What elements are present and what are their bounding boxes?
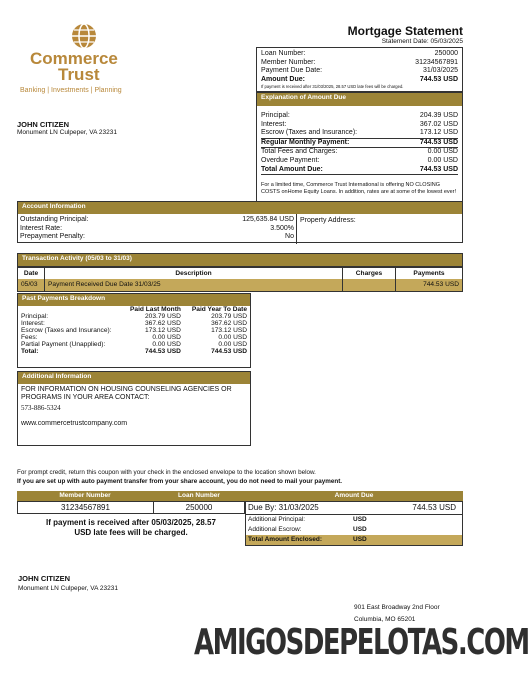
list-item: Total Fees and Charges: 0.00 USD <box>261 148 458 156</box>
counseling-text: FOR INFORMATION ON HOUSING COUNSELING AGENCIES OR PROGRAMS IN YOUR AREA CONTACT: <box>21 386 232 401</box>
amount-due-row: Amount Due: 744.53 USD <box>261 75 458 83</box>
list-item: Overdue Payment: 0.00 USD <box>261 156 458 164</box>
additional-info-header: Additional Information <box>18 372 250 384</box>
col-description: Description <box>45 268 343 279</box>
transactions-table <box>17 267 463 292</box>
transactions-box <box>17 253 463 292</box>
list-item: Interest: 367.02 USD <box>261 120 458 128</box>
total-enclosed-label: Total Amount Enclosed: <box>248 536 323 543</box>
borrower-address: Monument LN Culpeper, VA 23231 <box>17 129 117 136</box>
col-date: Date <box>18 268 45 279</box>
brand-logo <box>20 22 150 97</box>
counseling-phone: 573-886-5324 <box>21 404 61 412</box>
list-item: Loan Number: 250000 <box>261 50 458 57</box>
statement-title: Mortgage Statement <box>347 24 463 38</box>
additional-principal-field[interactable]: USD <box>353 516 367 523</box>
statement-date: Statement Date: 05/03/2025 <box>381 38 463 45</box>
col-payments: Payments <box>413 269 445 277</box>
table-row: Partial Payment (Unapplied): 0.00 USD 0.00 USD <box>21 341 247 348</box>
brand-name-line2: Trust <box>58 65 100 84</box>
past-payments-header: Past Payments Breakdown <box>18 294 250 306</box>
loan-number-label: Loan Number <box>178 492 220 499</box>
account-info-box <box>17 201 463 243</box>
table-row: Fees: 0.00 USD 0.00 USD <box>21 334 247 341</box>
brand-tagline: Banking | Investments | Planning <box>20 87 122 94</box>
additional-escrow-label: Additional Escrow: <box>248 526 302 533</box>
mailing-address: Monument LN Culpeper, VA 23231 <box>18 585 118 592</box>
explanation-header: Explanation of Amount Due <box>257 93 462 106</box>
due-by: Due By: 31/03/2025 <box>248 503 319 512</box>
total-amount-due-row: Total Amount Due: 744.53 USD <box>261 166 458 176</box>
amount-due-label: Amount Due <box>334 492 374 499</box>
transactions-header: Transaction Activity (05/03 to 31/03) <box>17 253 463 267</box>
website-link[interactable]: www.commercetrustcompany.com <box>21 420 128 427</box>
list-item: Outstanding Principal: 125,635.84 USD <box>20 216 294 223</box>
remit-line2: Columbia, MO 65201 <box>354 616 416 623</box>
list-item: Interest Rate: 3.500% <box>20 224 294 232</box>
list-item: Prepayment Penalty: No <box>20 233 294 241</box>
watermark: AMIGOSDEPELOTAS.COM <box>194 622 529 663</box>
brand-name-line1: Commerce <box>30 49 118 68</box>
late-fee-note: If payment is received after 31/03/2025, 28.57 USD late fees will be charged. <box>261 84 404 90</box>
list-item: Escrow (Taxes and Insurance): 173.12 USD <box>261 129 458 139</box>
explanation-box <box>256 92 463 202</box>
promo-text: For a limited time, Commerce Trust International is offering NO CLOSING COSTS onHome Equity Loans. In addition, rates are at some of the lowest ever! <box>261 182 457 196</box>
additional-info-box <box>17 371 251 446</box>
list-item: Payment Due Date: 31/03/2025 <box>261 67 458 75</box>
col-charges: Charges <box>343 268 396 279</box>
globe-icon <box>70 22 98 50</box>
due-amount: 744.53 USD <box>412 503 456 512</box>
mailing-name: JOHN CITIZEN <box>18 574 71 583</box>
table-row: Principal: 203.79 USD 203.79 USD <box>21 313 247 320</box>
payment-coupon <box>17 491 463 547</box>
account-summary-box <box>256 47 463 92</box>
borrower-name: JOHN CITIZEN <box>17 120 70 129</box>
coupon-instruction: For prompt credit, return this coupon with your check in the enclosed envelope to the location shown below. <box>17 469 316 476</box>
remit-line1: 901 East Broadway 2nd Floor <box>354 604 440 611</box>
list-item: Principal: 204.39 USD <box>261 112 458 119</box>
regular-payment-row: Regular Monthly Payment: 744.53 USD <box>261 139 458 149</box>
additional-principal-label: Additional Principal: <box>248 516 306 523</box>
member-number-label: Member Number <box>59 492 111 499</box>
table-row: Escrow (Taxes and Insurance): 173.12 USD 173.12 USD <box>21 327 247 334</box>
past-payments-table: Paid Last Month Paid Year To Date Principal: 203.79 USD 203.79 USD Interest: 367.62 USD 367.62 USD Escrow (Taxes and Insurance): 173.12 USD 173.12 USD Fees: 0.00 USD 0.00 USD Partial Payment (Unapplied): 0.00 USD 0.00 USD Total: 744.53 USD 744.53 USD <box>18 306 250 355</box>
property-address-label: Property Address: <box>300 217 356 224</box>
table-row: 05/03 Payment Received Due Date 31/03/25 744.53 USD <box>18 279 463 292</box>
list-item: Member Number: 31234567891 <box>261 58 458 66</box>
table-row: Total: 744.53 USD 744.53 USD <box>21 348 247 355</box>
additional-escrow-field[interactable]: USD <box>353 526 367 533</box>
loan-number-value: 250000 <box>185 503 213 512</box>
auto-pay-note: If you are set up with auto payment transfer from your share account, you do not need to mail your payment. <box>17 478 343 485</box>
past-payments-box <box>17 293 251 368</box>
coupon-late-notice: If payment is received after 05/03/2025, 28.57 USD late fees will be charged. <box>46 518 216 537</box>
table-row: Interest: 367.62 USD 367.62 USD <box>21 320 247 327</box>
member-number-value: 31234567891 <box>18 502 154 513</box>
total-enclosed-field[interactable]: USD <box>353 536 367 543</box>
account-info-header: Account Information <box>18 202 462 214</box>
